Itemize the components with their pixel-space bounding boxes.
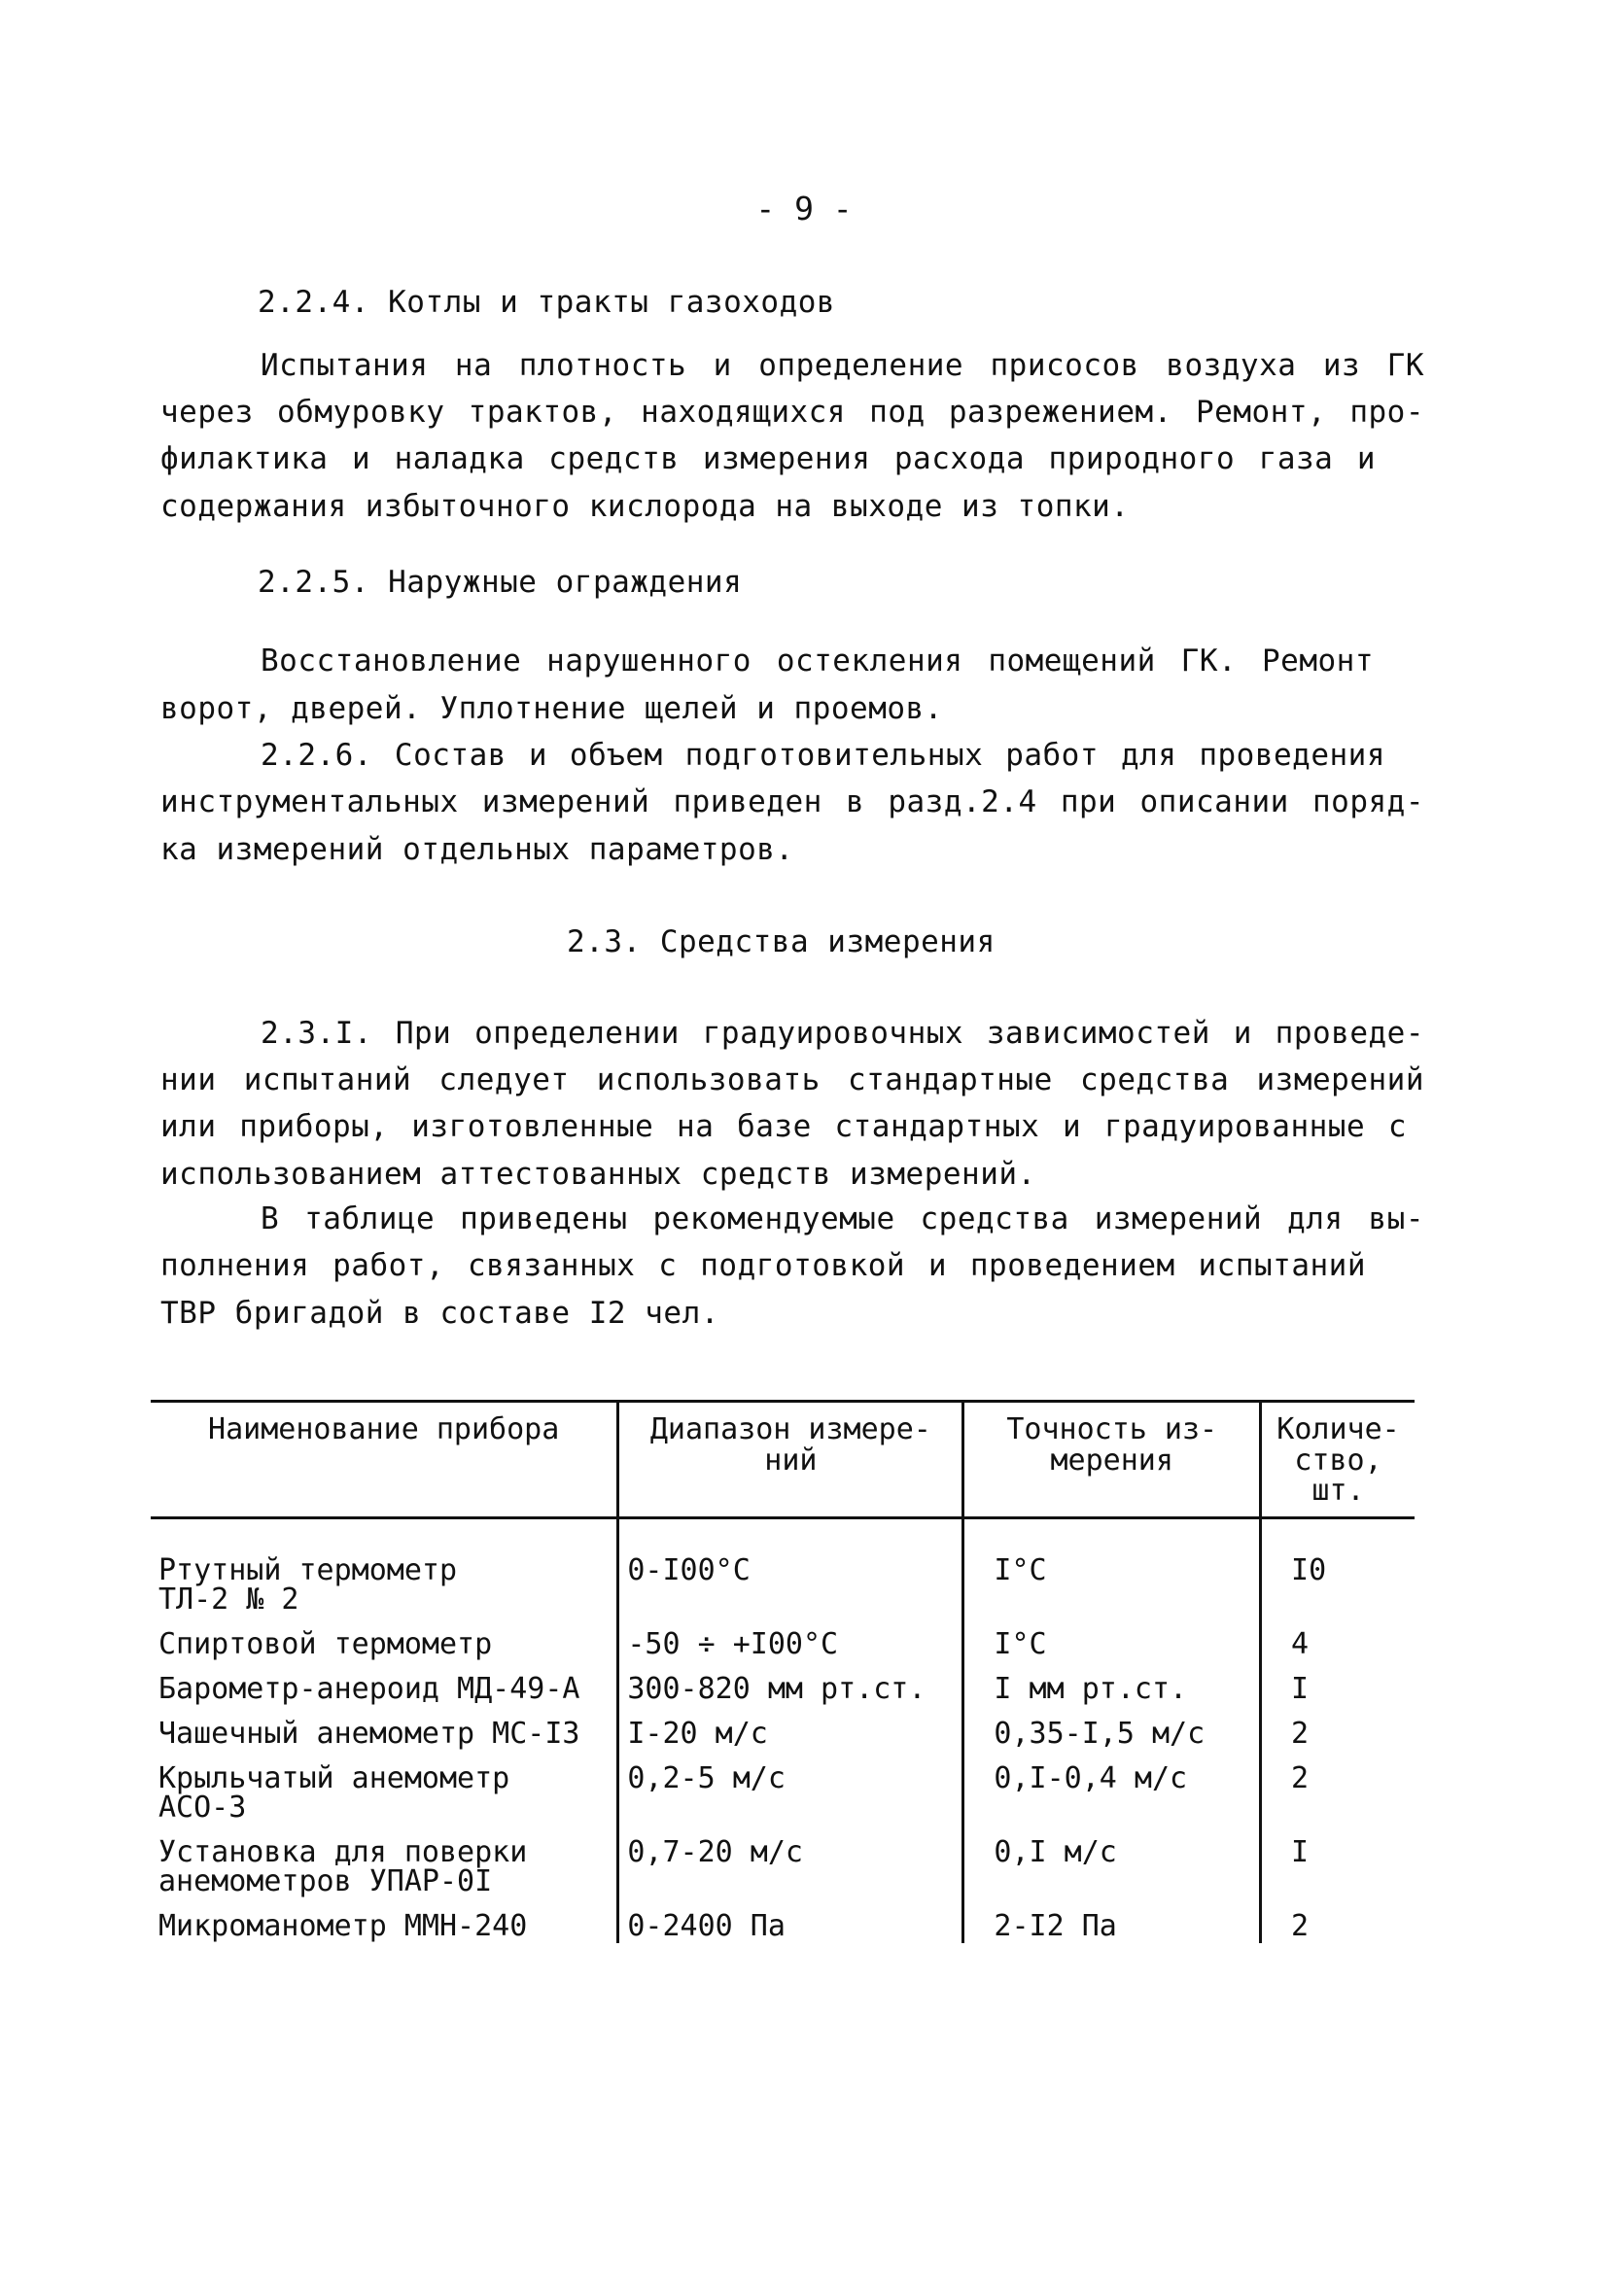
cell-accuracy: I°С bbox=[963, 1628, 1261, 1673]
table-row bbox=[151, 1836, 1415, 1910]
section-2-3-heading: 2.3. Средства измерения bbox=[567, 924, 996, 959]
cell-quantity: 2 bbox=[1261, 1910, 1415, 1943]
paragraph-line: филактика и наладка средств измерения расхода природного газа и bbox=[160, 441, 1376, 476]
table-row bbox=[151, 1673, 1415, 1718]
header-quantity: Количе- ство, шт. bbox=[1261, 1402, 1415, 1518]
paragraph-line: 2.3.I. При определении градуировочных зависимостей и проведе- bbox=[261, 1016, 1424, 1051]
cell-range: 0,2-5 м/с bbox=[618, 1762, 963, 1836]
cell-accuracy: I°С bbox=[963, 1517, 1261, 1628]
cell-name: Спиртовой термометр bbox=[158, 1626, 493, 1661]
cell-quantity: 2 bbox=[1261, 1762, 1415, 1836]
cell-quantity: I bbox=[1261, 1836, 1415, 1910]
paragraph-line: 2.2.6. Состав и объем подготовительных работ для проведения bbox=[261, 738, 1385, 773]
cell-range: -50 ÷ +I00°С bbox=[618, 1628, 963, 1673]
paragraph-line: через обмуровку трактов, находящихся под разрежением. Ремонт, про- bbox=[160, 395, 1424, 430]
paragraph-line: В таблице приведены рекомендуемые средства измерений для вы- bbox=[261, 1201, 1424, 1236]
header-range: Диапазон измере- ний bbox=[618, 1402, 963, 1518]
instruments-table bbox=[151, 1400, 1415, 1943]
cell-range: 300-820 мм рт.ст. bbox=[618, 1673, 963, 1718]
table-header-row bbox=[151, 1402, 1415, 1518]
table-row bbox=[151, 1517, 1415, 1628]
cell-accuracy: 0,I-0,4 м/с bbox=[963, 1762, 1261, 1836]
cell-range: 0,7-20 м/с bbox=[618, 1836, 963, 1910]
section-2-2-5-heading: 2.2.5. Наружные ограждения bbox=[258, 565, 743, 600]
cell-quantity: 2 bbox=[1261, 1718, 1415, 1762]
cell-range: I-20 м/с bbox=[618, 1718, 963, 1762]
table-row bbox=[151, 1910, 1415, 1943]
paragraph-line: Восстановление нарушенного остекления помещений ГК. Ремонт bbox=[261, 644, 1374, 678]
cell-accuracy: I мм рт.ст. bbox=[963, 1673, 1261, 1718]
table-row bbox=[151, 1718, 1415, 1762]
cell-name: Микроманометр ММН-240 bbox=[158, 1908, 528, 1943]
cell-accuracy: 2-I2 Па bbox=[963, 1910, 1261, 1943]
paragraph-line: ТВР бригадой в составе I2 чел. bbox=[160, 1296, 719, 1331]
cell-range: 0-I00°С bbox=[618, 1517, 963, 1628]
paragraph-line: Испытания на плотность и определение присосов воздуха из ГК bbox=[261, 348, 1424, 383]
section-2-2-4-heading: 2.2.4. Котлы и тракты газоходов bbox=[258, 285, 836, 320]
cell-range: 0-2400 Па bbox=[618, 1910, 963, 1943]
cell-name: Крыльчатый анемометр АСО-3 bbox=[158, 1760, 510, 1825]
cell-name: Ртутный термометр ТЛ-2 № 2 bbox=[158, 1552, 458, 1617]
paragraph-line: ворот, дверей. Уплотнение щелей и проемов. bbox=[160, 691, 943, 726]
cell-quantity: I bbox=[1261, 1673, 1415, 1718]
cell-accuracy: 0,35-I,5 м/с bbox=[963, 1718, 1261, 1762]
cell-name: Установка для поверки анемометров УПАР-0I bbox=[158, 1834, 528, 1898]
cell-name: Чашечный анемометр МС-I3 bbox=[158, 1716, 580, 1751]
header-accuracy: Точность из- мерения bbox=[963, 1402, 1261, 1518]
paragraph-line: полнения работ, связанных с подготовкой и проведением испытаний bbox=[160, 1248, 1366, 1283]
cell-quantity: 4 bbox=[1261, 1628, 1415, 1673]
cell-accuracy: 0,I м/с bbox=[963, 1836, 1261, 1910]
paragraph-line: содержания избыточного кислорода на выходе из топки. bbox=[160, 489, 1130, 524]
paragraph-line: инструментальных измерений приведен в разд.2.4 при описании поряд- bbox=[160, 784, 1424, 819]
page-number: - 9 - bbox=[755, 190, 853, 227]
table-row bbox=[151, 1762, 1415, 1836]
table-row bbox=[151, 1628, 1415, 1673]
cell-name: Барометр-анероид МД-49-А bbox=[158, 1671, 580, 1706]
paragraph-line: или приборы, изготовленные на базе стандартных и градуированные с bbox=[160, 1109, 1407, 1144]
cell-quantity: I0 bbox=[1261, 1517, 1415, 1628]
paragraph-line: нии испытаний следует использовать стандартные средства измерений bbox=[160, 1062, 1424, 1097]
header-name: Наименование прибора bbox=[151, 1402, 618, 1518]
paragraph-line: использованием аттестованных средств измерений. bbox=[160, 1157, 1036, 1192]
paragraph-line: ка измерений отдельных параметров. bbox=[160, 832, 794, 867]
